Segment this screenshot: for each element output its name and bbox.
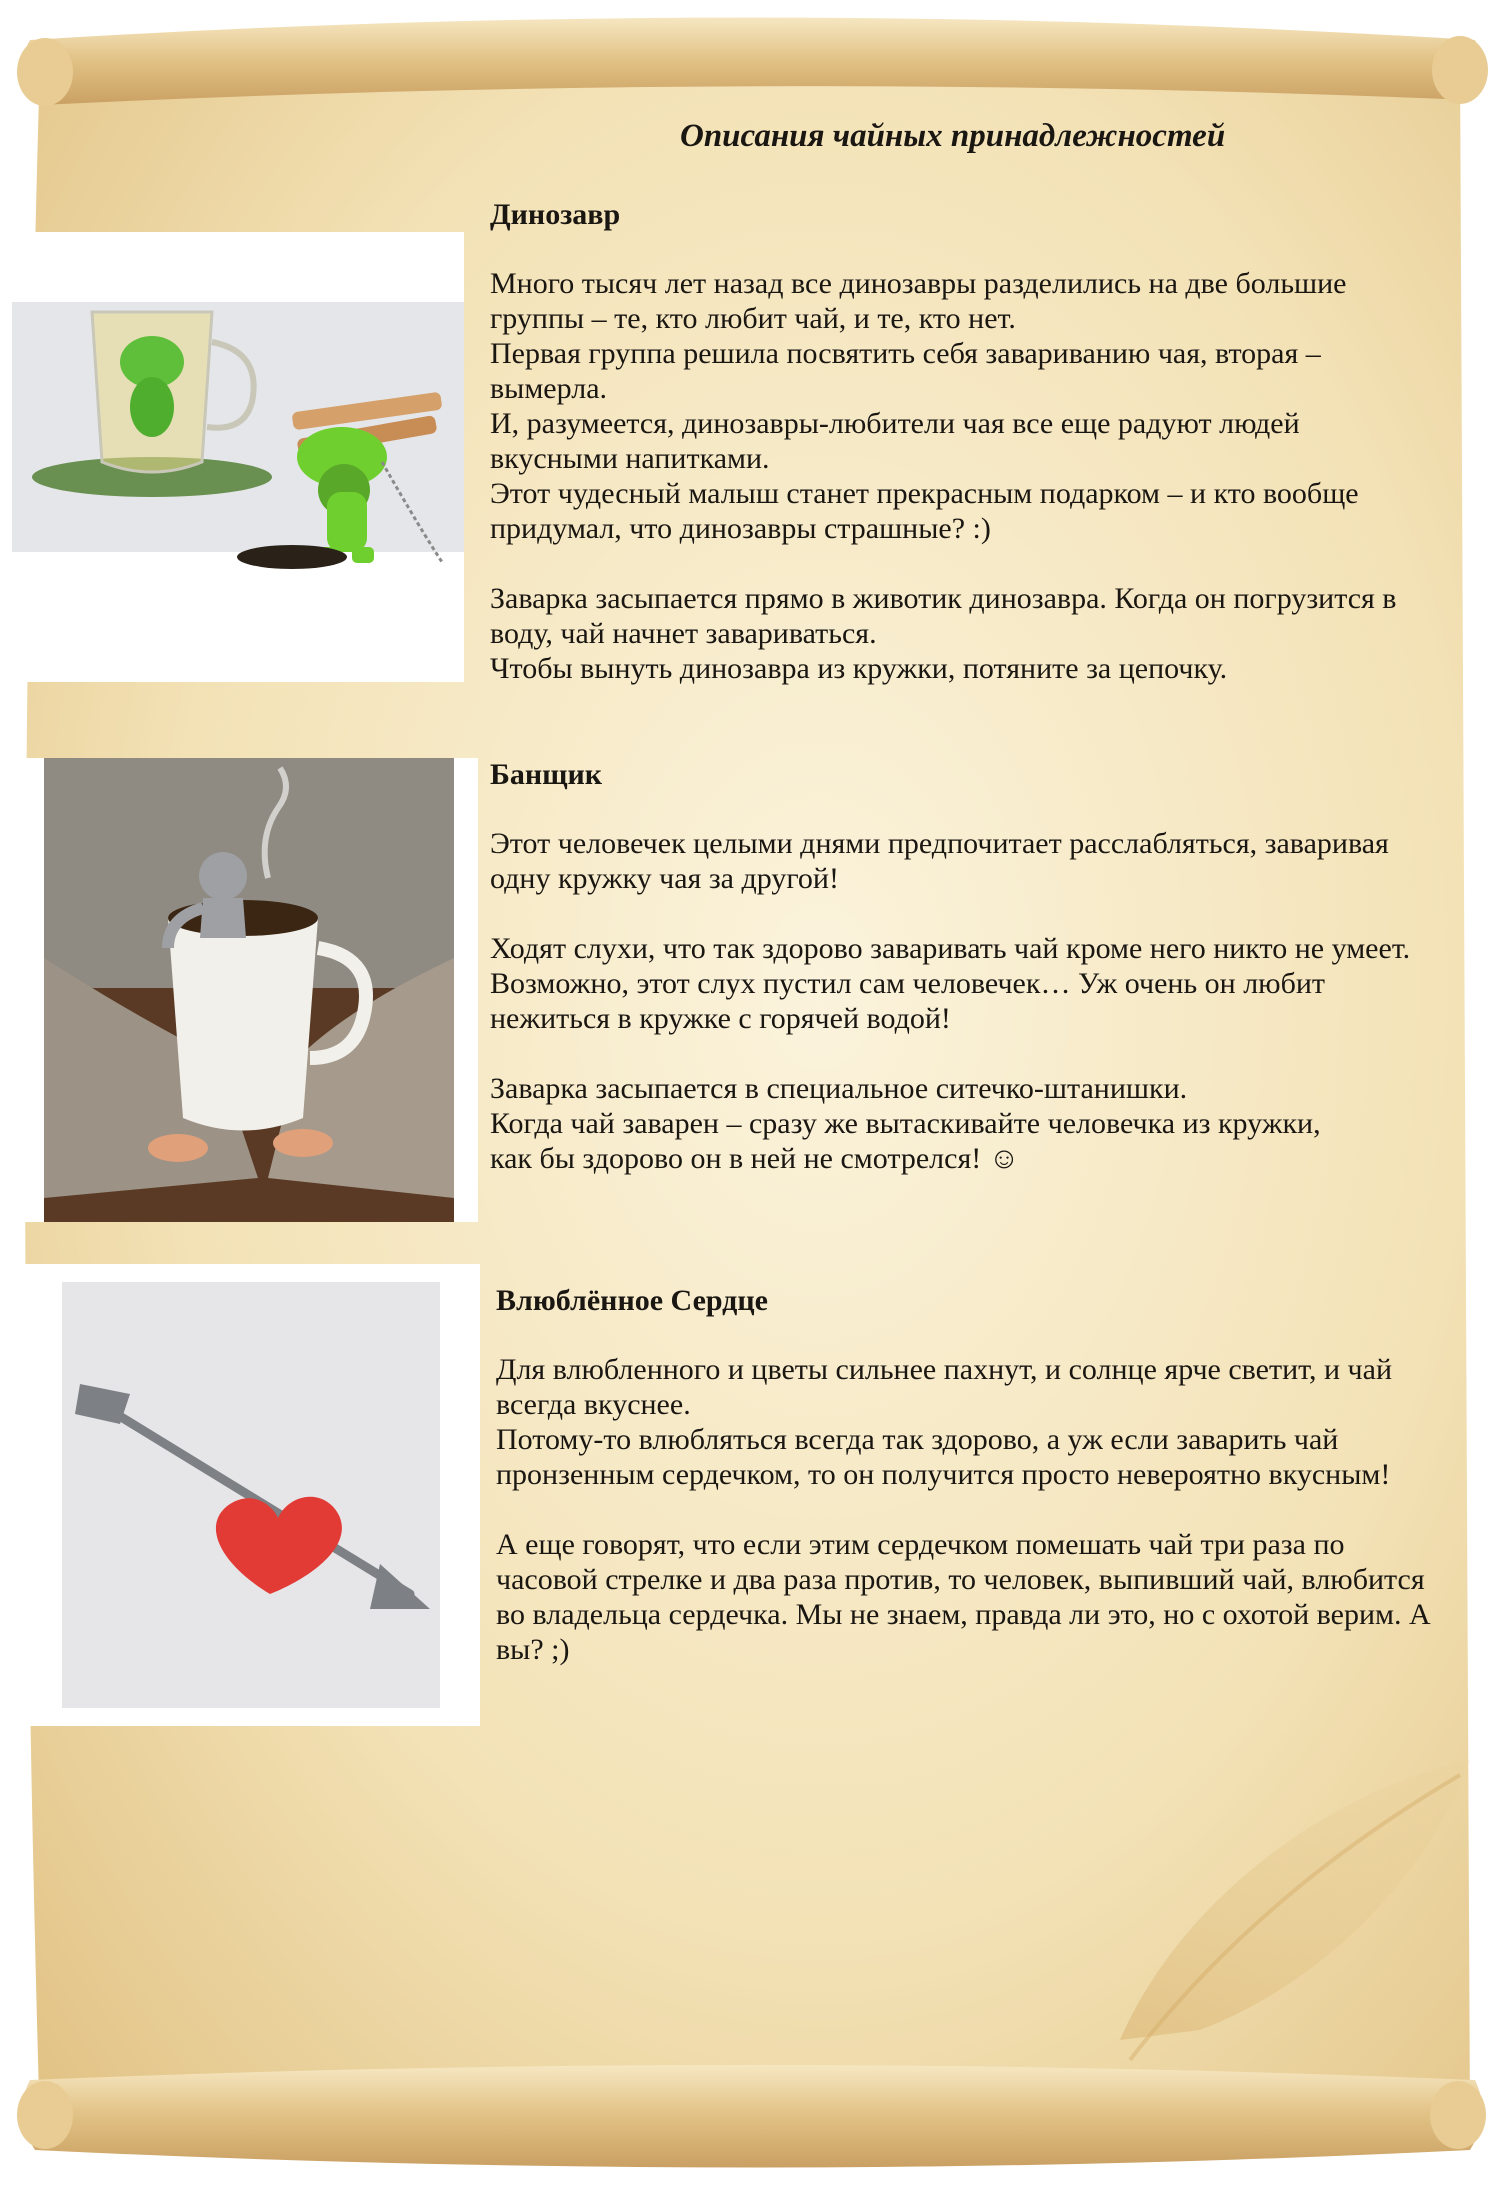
bather-infuser-photo bbox=[18, 758, 478, 1222]
text-line: И, разумеется, динозавры-любители чая все еще радуют людей bbox=[490, 407, 1300, 440]
heart-infuser-photo bbox=[20, 1264, 480, 1726]
dinosaur-tea-infuser-image bbox=[12, 232, 464, 682]
dinosaur-infuser-photo bbox=[12, 232, 464, 682]
text-line: во владельца сердечка. Мы не знаем, правда ли это, но с охотой верим. А bbox=[496, 1598, 1431, 1631]
text-line: всегда вкуснее. bbox=[496, 1388, 691, 1421]
text-line: как бы здорово он в ней не смотрелся! ☺ bbox=[490, 1142, 1020, 1175]
text-line: Чтобы вынуть динозавра из кружки, потяните за цепочку. bbox=[490, 652, 1228, 685]
paragraph bbox=[496, 1352, 1486, 1492]
text-line: Этот чудесный малыш станет прекрасным подарком – и кто вообще bbox=[490, 477, 1359, 510]
text-line: вкусными напитками. bbox=[490, 442, 770, 475]
text-line: А еще говорят, что если этим сердечком помешать чай три раза по bbox=[496, 1528, 1345, 1561]
text-line: часовой стрелке и два раза против, то человек, выпивший чай, влюбится bbox=[496, 1563, 1425, 1596]
text-line: воду, чай начнет завариваться. bbox=[490, 617, 877, 650]
paragraph bbox=[490, 581, 1470, 686]
text-line: группы – те, кто любит чай, и те, кто нет. bbox=[490, 302, 1016, 335]
text-line: Много тысяч лет назад все динозавры разделились на две большие bbox=[490, 267, 1347, 300]
text-line: нежиться в кружке с горячей водой! bbox=[490, 1002, 951, 1035]
text-line: Этот человечек целыми днями предпочитает расслабляться, заваривая bbox=[490, 827, 1389, 860]
text-line: вымерла. bbox=[490, 372, 608, 405]
section-body-bather bbox=[490, 826, 1480, 1176]
text-line: Заварка засыпается в специальное ситечко-штанишки. bbox=[490, 1072, 1188, 1105]
text-line: вы? ;) bbox=[496, 1633, 570, 1666]
text-line: Возможно, этот слух пустил сам человечек… Уж очень он любит bbox=[490, 967, 1326, 1000]
bather-tea-infuser-image bbox=[18, 758, 478, 1222]
page-title: Описания чайных принадлежностей bbox=[680, 118, 1226, 154]
heart-with-arrow-tea-infuser-image bbox=[20, 1264, 480, 1726]
text-line: Потому-то влюбляться всегда так здорово, а уж если заварить чай bbox=[496, 1423, 1339, 1456]
text-line: Для влюбленного и цветы сильнее пахнут, и солнце ярче светит, и чай bbox=[496, 1353, 1393, 1386]
paragraph bbox=[496, 1527, 1486, 1667]
text-line: одну кружку чая за другой! bbox=[490, 862, 839, 895]
text-line: Заварка засыпается прямо в животик динозавра. Когда он погрузится в bbox=[490, 582, 1397, 615]
section-heading-heart: Влюблённое Сердце bbox=[496, 1284, 768, 1317]
text-line: придумал, что динозавры страшные? :) bbox=[490, 512, 991, 545]
paragraph bbox=[490, 266, 1470, 546]
text-line: пронзенным сердечком, то он получится просто невероятно вкусным! bbox=[496, 1458, 1391, 1491]
section-heading-bather: Банщик bbox=[490, 758, 603, 791]
paragraph bbox=[490, 931, 1480, 1036]
paragraph bbox=[490, 1071, 1480, 1176]
section-body-dinosaur bbox=[490, 266, 1470, 686]
text-line: Первая группа решила посвятить себя завариванию чая, вторая – bbox=[490, 337, 1321, 370]
text-line: Ходят слухи, что так здорово заваривать чай кроме него никто не умеет. bbox=[490, 932, 1411, 965]
paragraph bbox=[490, 826, 1480, 896]
section-heading-dinosaur: Динозавр bbox=[490, 198, 621, 231]
section-body-heart bbox=[496, 1352, 1486, 1667]
text-line: Когда чай заварен – сразу же вытаскивайте человечка из кружки, bbox=[490, 1107, 1321, 1140]
